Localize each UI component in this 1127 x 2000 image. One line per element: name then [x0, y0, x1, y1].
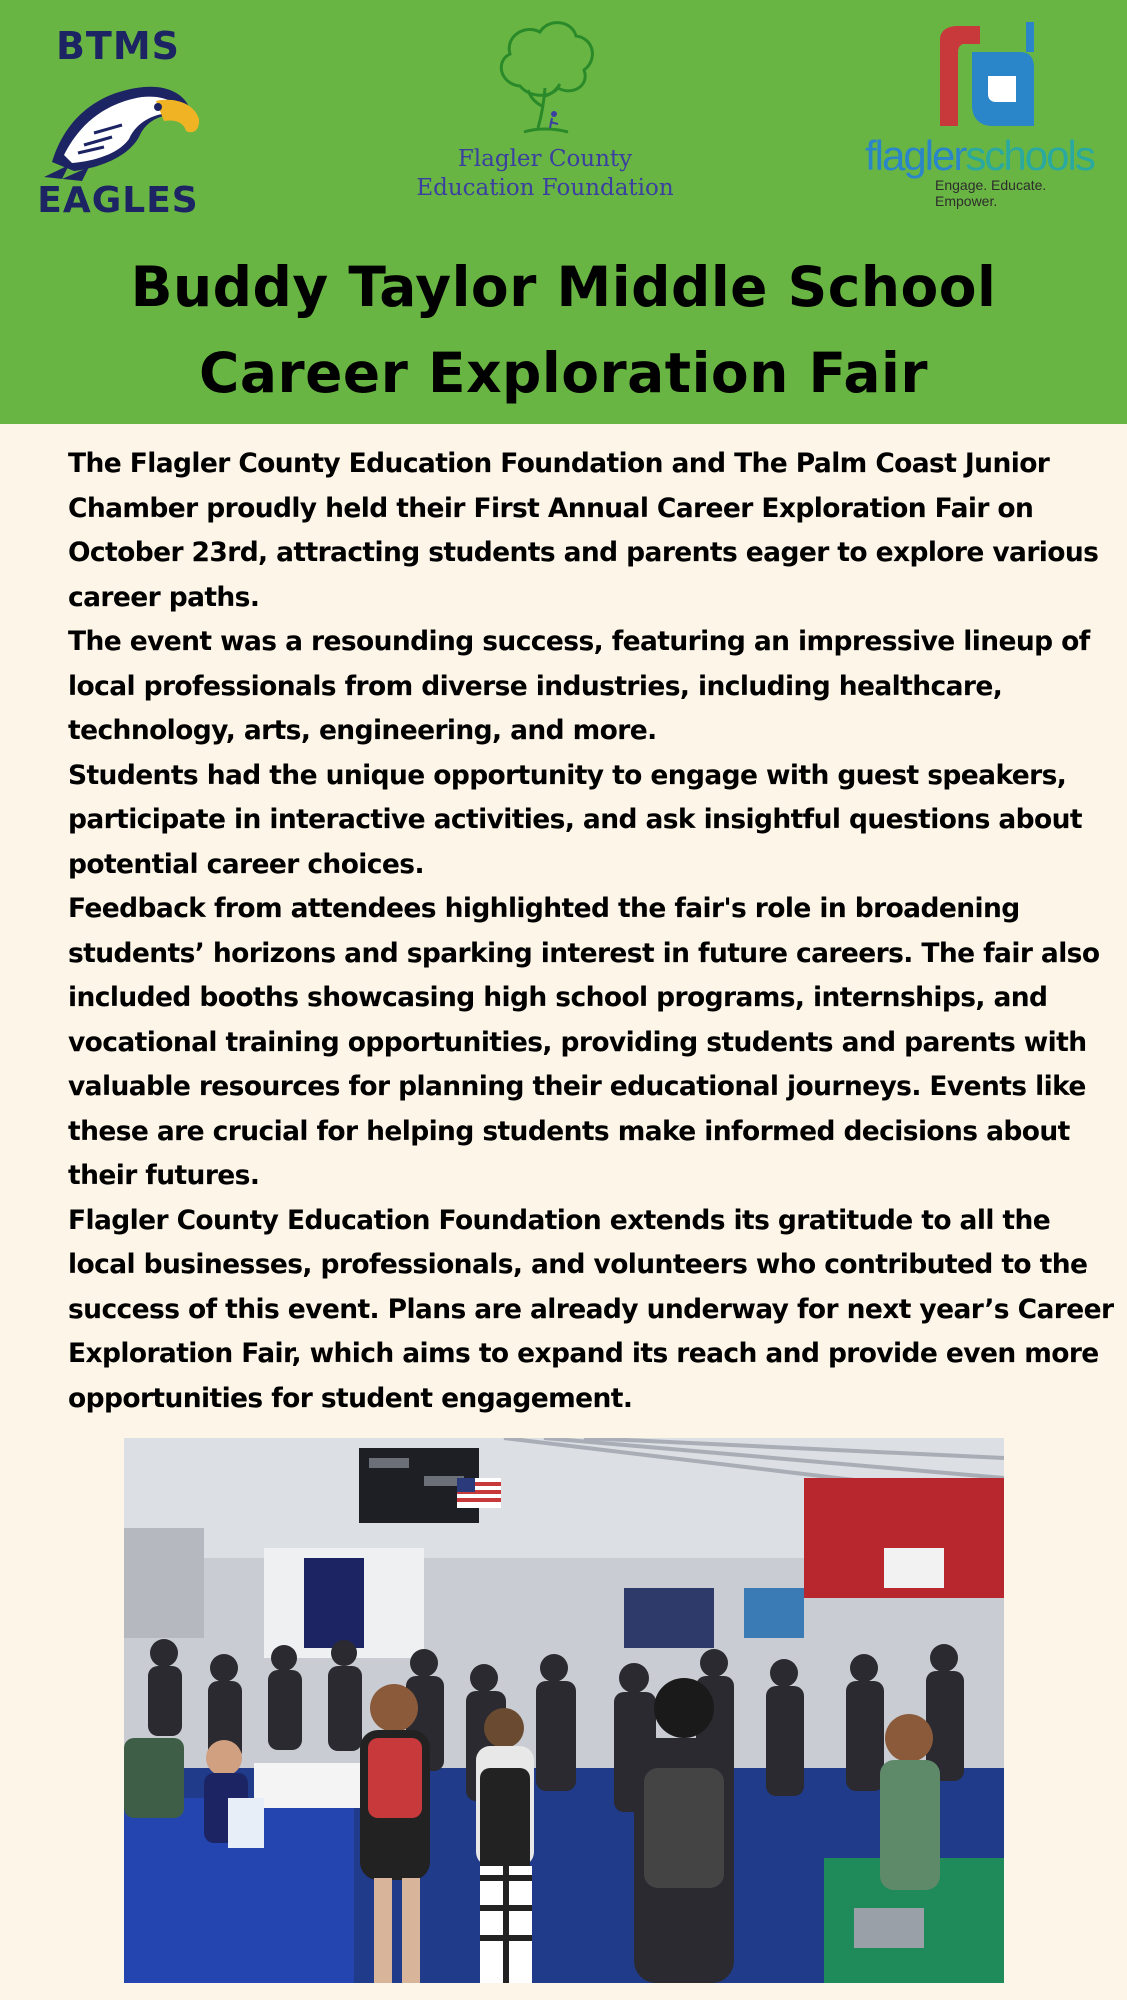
body-line: Feedback from attendees highlighted the fair's role in broadening [68, 893, 1020, 924]
career-fair-photo [124, 1438, 1004, 1983]
title-line2: Career Exploration Fair [199, 341, 928, 405]
btms-eagles-logo [28, 22, 208, 222]
body-line: Students had the unique opportunity to engage with guest speakers, [68, 759, 1067, 791]
body-line: local professionals from diverse industries, including healthcare, [68, 670, 1003, 702]
fcef-logo-line2: Education Foundation [416, 175, 674, 201]
body-line: students’ horizons and sparking interest in future careers. The fair also [68, 937, 1100, 969]
gym-crowd-illustration [124, 1438, 1004, 1983]
body-line: Chamber proudly held their First Annual Career Exploration Fair on [68, 492, 1034, 524]
wordmark-part2: schools [965, 132, 1094, 179]
body-line: technology, arts, engineering, and more. [68, 715, 657, 746]
body-line: Exploration Fair, which aims to expand its reach and provide even more [68, 1338, 1099, 1369]
btms-logo-bottom-text: EAGLES [37, 180, 199, 221]
body-line: success of this event. Plans are already underway for next year’s Career [68, 1293, 1114, 1325]
page-title [0, 244, 1127, 416]
body-line: vocational training opportunities, providing students and parents with [68, 1026, 1087, 1058]
body-line: participate in interactive activities, and ask insightful questions about [68, 804, 1082, 835]
body-line: potential career choices. [68, 848, 424, 880]
article-body [68, 442, 1114, 1421]
flagler-county-education-foundation-logo [405, 16, 685, 216]
tree-icon [490, 16, 600, 141]
title-line1: Buddy Taylor Middle School [130, 255, 997, 319]
wordmark-part1: flagler [865, 132, 966, 179]
body-line: local businesses, professionals, and volunteers who contributed to the [68, 1249, 1088, 1280]
body-line: The Flagler County Education Foundation and The Palm Coast Junior [68, 448, 1050, 479]
flagler-schools-wordmark [865, 132, 1094, 180]
body-line: October 23rd, attracting students and parents eager to explore various [68, 537, 1099, 568]
body-line: career paths. [68, 581, 260, 613]
flagler-schools-logo [860, 22, 1110, 209]
body-line: valuable resources for planning their educational journeys. Events like [68, 1071, 1086, 1102]
body-line: included booths showcasing high school programs, internships, and [68, 982, 1048, 1013]
btms-logo-top-text: BTMS [55, 24, 181, 68]
body-line: these are crucial for helping students make informed decisions about [68, 1115, 1070, 1147]
body-line: opportunities for student engagement. [68, 1382, 633, 1414]
header-banner [0, 0, 1127, 424]
body-line: The event was a resounding success, featuring an impressive lineup of [68, 626, 1090, 657]
flagler-schools-tagline: Engage. Educate. Empower. [935, 177, 1047, 209]
fcef-logo-line1: Flagler County [457, 146, 633, 172]
body-line: Flagler County Education Foundation extends its gratitude to all the [68, 1204, 1051, 1236]
body-line: their futures. [68, 1160, 260, 1191]
eagle-head-icon [34, 67, 204, 187]
flagler-schools-mark-icon [930, 22, 1040, 132]
